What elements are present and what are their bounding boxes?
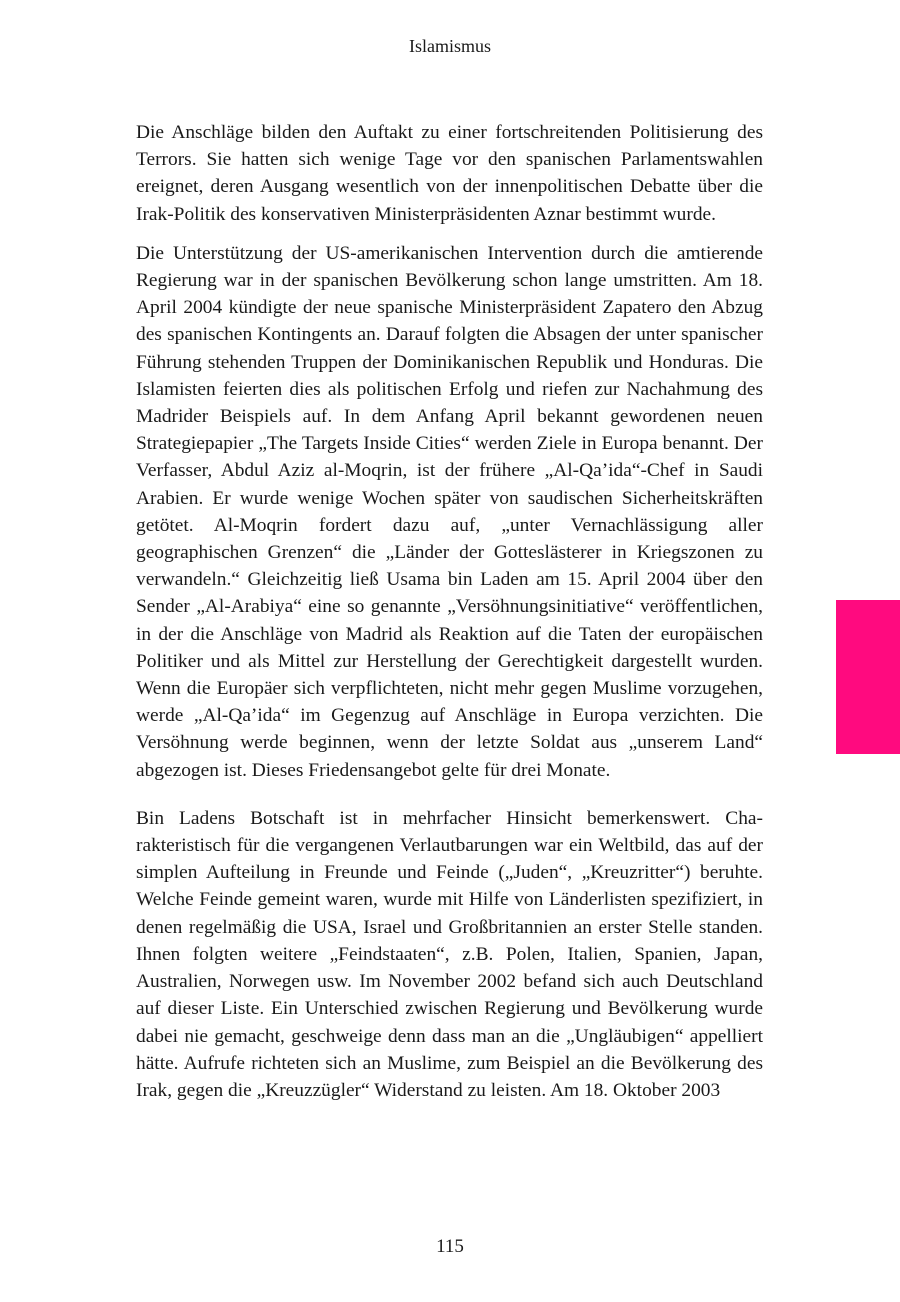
page-number: 115 [436, 1236, 464, 1257]
paragraph-2: Die Unterstützung der US-amerikanischen Intervention durch die amtierende Regierung war in der spanischen Bevölkerung schon lange umstritten. Am 18. April 2004 kündigte der neue spanische Ministerpräsident Zapatero den Abzug des spanischen Kontingents an. Darauf folgten die Absagen der unter spanischer Führung stehenden Truppen der Dominikanischen Republik und Honduras. Die Islamisten feierten dies als politischen Erfolg und riefen zur Nachahmung des Madrider Beispiels auf. In dem Anfang April bekannt gewordenen neuen Strategiepapier „The Targets Inside Cities“ werden Ziele in Europa benannt. Der Verfasser, Abdul Aziz al-Moqrin, ist der frühere „Al-Qa’ida“-Chef in Saudi Arabien. Er wurde wenige Wochen später von saudischen Sicherheitskräften getötet. Al-Moqrin fordert dazu auf, „unter Vernachlässigung aller geographischen Grenzen“ die „Länder der Gotteslästerer in Kriegszonen zu verwandeln.“ Gleichzeitig ließ Usama bin Laden am 15. April 2004 über den Sender „Al-Arabiya“ eine so genannte „Versöhnungsinitiative“ veröffentlichen, in der die Anschläge von Madrid als Reaktion auf die Taten der europäischen Politiker und als Mittel zur Herstellung der Gerechtigkeit dargestellt wurden. Wenn die Europäer sich verpflichteten, nicht mehr gegen Muslime vorzugehen, werde „Al-Qa’ida“ im Gegenzug auf Anschläge in Europa verzichten. Die Versöhnung werde beginnen, wenn der letzte Soldat aus „unserem Land“ abgezogen ist. Dieses Friedensangebot gelte für drei Monate. [136, 242, 763, 781]
paragraph-1: Die Anschläge bilden den Auftakt zu einer fortschreitenden Politisierung des Terrors. Sie hatten sich wenige Tage vor den spanischen Parlamentswahlen ereignet, deren Ausgang wesentlich von der innenpolitischen Debatte über die Irak-Politik des konservativen Ministerpräsidenten Aznar bestimmt wurde. [136, 122, 763, 225]
chapter-thumb-tab [836, 600, 900, 754]
running-header: Islamismus [408, 36, 491, 56]
paragraph-3: Bin Ladens Botschaft ist in mehrfacher Hinsicht bemerkenswert. Charakteristisch für die vergangenen Verlautbarungen war ein Weltbild, das auf der simplen Aufteilung in Freunde und Feinde („Juden“, „Kreuzritter“) beruhte. Welche Feinde gemeint waren, wurde mit Hilfe von Länderlisten spezifiziert, in denen regelmäßig die USA, Israel und Großbritannien an erster Stelle standen. Ihnen folgten weitere „Feindstaaten“, z.B. Polen, Italien, Spanien, Japan, Australien, Norwegen usw. Im November 2002 befand sich auch Deutschland auf dieser Liste. Ein Unterschied zwischen Regierung und Bevölkerung wurde dabei nie gemacht, geschweige denn dass man an die „Ungläubigen“ appelliert hätte. Aufrufe richteten sich an Muslime, zum Beispiel an die Bevölkerung des Irak, gegen die „Kreuzzügler“ Widerstand zu leisten. Am 18. Oktober 2003 [136, 807, 763, 1101]
body-text [136, 119, 763, 1104]
